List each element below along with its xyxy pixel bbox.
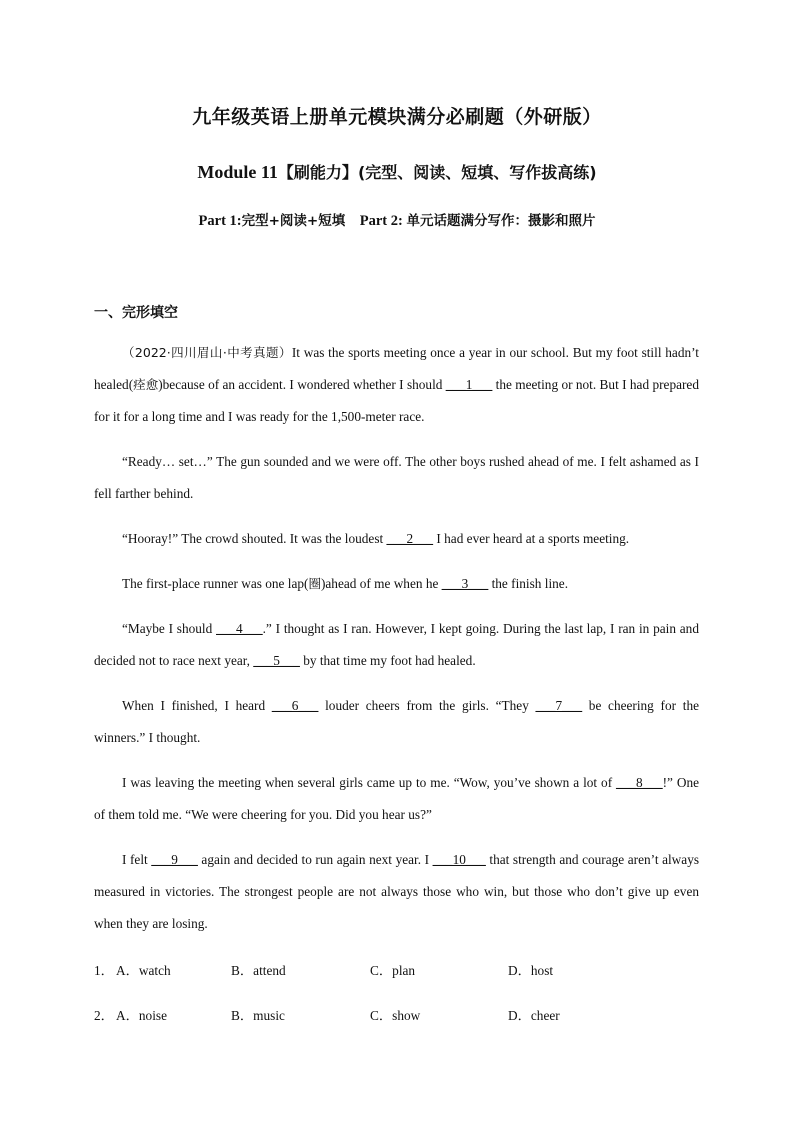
passage-paragraph-6: When I finished, I heard ___6___ louder cheers from the girls. “They ___7___ be cheering for the winners.” I thought. bbox=[94, 698, 699, 745]
module-subtitle bbox=[0, 160, 794, 183]
part1-label: Part 1: bbox=[198, 213, 242, 229]
parts-line bbox=[0, 209, 794, 230]
blank-4: ___4___ bbox=[216, 621, 263, 636]
passage-paragraph-2: “Ready… set…” The gun sounded and we were off. The other boys rushed ahead of me. I felt ashamed as I fell farther behind. bbox=[94, 454, 699, 501]
option-d[interactable]: D．cheer bbox=[508, 1008, 560, 1023]
blank-9: ___9___ bbox=[151, 852, 198, 867]
blank-2: ___2___ bbox=[386, 531, 434, 546]
passage-paragraph-1: （2022·四川眉山·中考真题）It was the sports meeting once a year in our school. But my foot still hadn’t healed(痊愈)because of an accident. I wondered whether I should ___1___ the meeting or not. But I had prepared for it for a long time and I was ready for the 1,500-meter race. bbox=[94, 345, 699, 424]
question-number: 2． bbox=[94, 1008, 114, 1023]
passage-paragraph-7: I was leaving the meeting when several girls came up to me. “Wow, you’ve shown a lot of ___8___!” One of them told me. “We were cheering for you. Did you hear us?” bbox=[94, 775, 699, 822]
blank-6: ___6___ bbox=[271, 698, 319, 713]
option-c[interactable]: C．plan bbox=[370, 963, 416, 978]
part2-text: 单元话题满分写作：摄影和照片 bbox=[406, 213, 596, 229]
question-2 bbox=[94, 1005, 699, 1025]
blank-1: ___1___ bbox=[445, 377, 493, 392]
option-a[interactable]: A．noise bbox=[116, 1008, 167, 1023]
module-description: (完型、阅读、短填、写作拔高练) bbox=[357, 163, 597, 182]
module-tag: 【刷能力】 bbox=[277, 163, 358, 182]
passage-paragraph-5: “Maybe I should ___4___.” I thought as I ran. However, I kept going. During the last lap, I ran in pain and decided not to race next year, ___5___ by that time my foot had healed. bbox=[94, 621, 699, 668]
blank-3: ___3___ bbox=[441, 576, 489, 591]
option-b[interactable]: B．music bbox=[231, 1008, 285, 1023]
question-number: 1． bbox=[94, 963, 114, 978]
passage-paragraph-8: I felt ___9___ again and decided to run again next year. I ___10___ that strength and courage aren’t always measured in victories. The strongest people are not always those who win, but those who don’t give up even when they are losing. bbox=[94, 852, 700, 931]
source-note: （2022·四川眉山·中考真题） bbox=[122, 345, 292, 360]
blank-5: ___5___ bbox=[253, 653, 300, 668]
section-title: 一、完形填空 bbox=[94, 305, 178, 321]
blank-10: ___10___ bbox=[432, 852, 486, 867]
passage-paragraph-3: “Hooray!” The crowd shouted. It was the loudest ___2___ I had ever heard at a sports meeting. bbox=[122, 531, 630, 546]
option-b[interactable]: B．attend bbox=[231, 963, 286, 978]
document-title: 九年级英语上册单元模块满分必刷题（外研版） bbox=[192, 106, 602, 128]
gloss-lap: 圈 bbox=[308, 576, 321, 591]
blank-8: ___8___ bbox=[616, 775, 663, 790]
part1-text: 完型+阅读+短填 bbox=[241, 213, 346, 229]
option-d[interactable]: D．host bbox=[508, 963, 554, 978]
option-c[interactable]: C．show bbox=[370, 1008, 421, 1023]
gloss-heal: 痊愈 bbox=[133, 377, 159, 392]
passage-paragraph-4: The first-place runner was one lap(圈)ahead of me when he ___3___ the finish line. bbox=[122, 576, 569, 591]
module-number: Module 11 bbox=[197, 162, 278, 182]
question-1 bbox=[94, 960, 699, 980]
part2-label: Part 2: bbox=[359, 213, 403, 229]
option-a[interactable]: A．watch bbox=[116, 963, 171, 978]
blank-7: ___7___ bbox=[535, 698, 583, 713]
